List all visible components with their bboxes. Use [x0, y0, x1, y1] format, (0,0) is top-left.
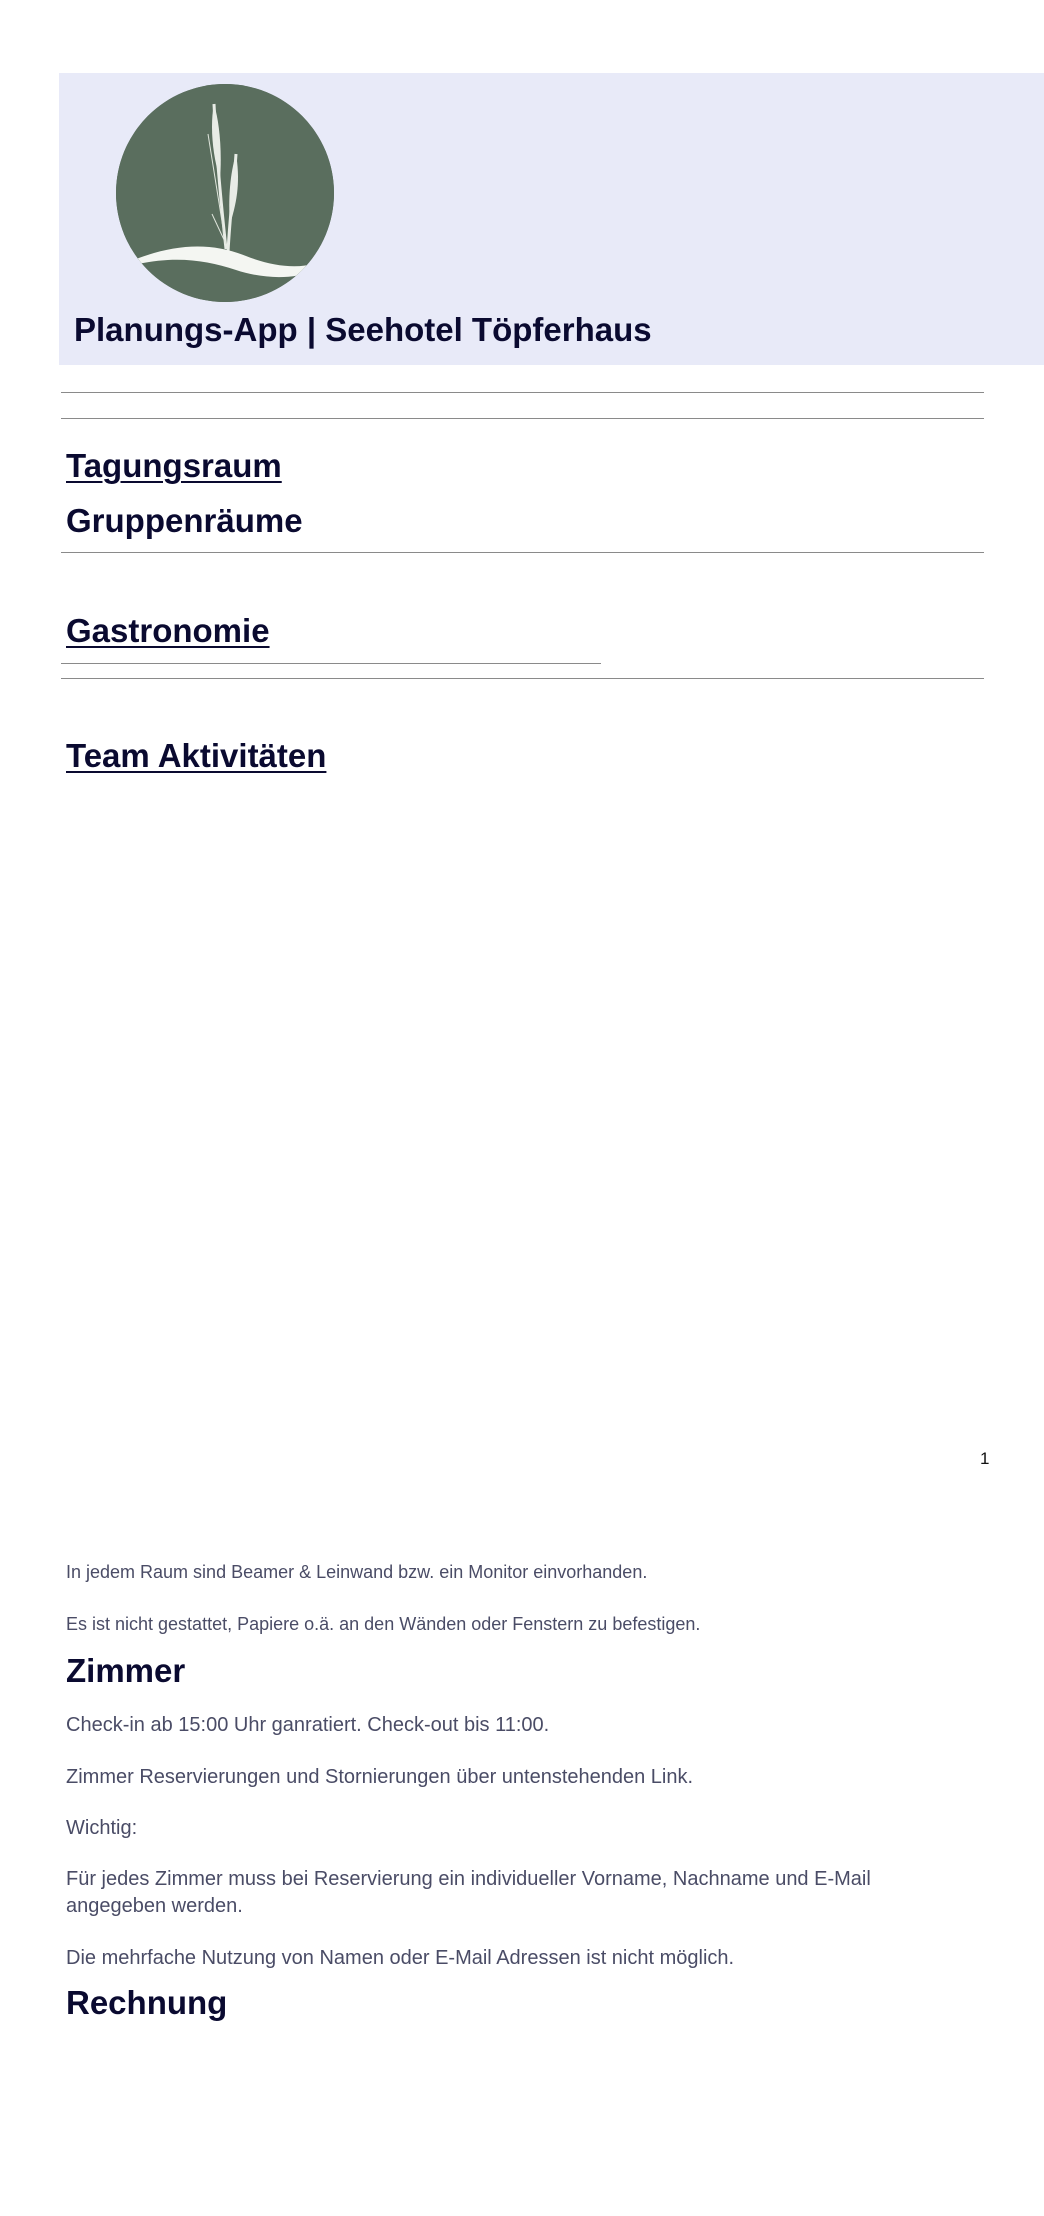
divider	[61, 663, 601, 664]
room-note: In jedem Raum sind Beamer & Leinwand bzw. ein Monitor einvorhanden.	[66, 1562, 648, 1582]
nav-link-gastronomie[interactable]: Gastronomie	[66, 612, 270, 649]
zimmer-paragraph: Wichtig:	[66, 1817, 138, 1839]
room-note: Es ist nicht gestattet, Papiere o.ä. an den Wänden oder Fenstern zu befestigen.	[66, 1614, 701, 1634]
section-heading-gruppenraeume: Gruppenräume	[66, 502, 303, 539]
nav-link-tagungsraum[interactable]: Tagungsraum	[66, 447, 282, 484]
section-heading-rechnung: Rechnung	[66, 1984, 228, 2021]
divider	[61, 392, 984, 393]
section-heading-zimmer: Zimmer	[66, 1652, 186, 1689]
page-number: 1	[980, 1449, 990, 1468]
page-title: Planungs-App | Seehotel Töpferhaus	[74, 311, 652, 348]
zimmer-paragraph: Für jedes Zimmer muss bei Reservierung ein individueller Vorname, Nachname und E-Mail angegeben werden.	[66, 1868, 871, 1917]
zimmer-paragraph: Check-in ab 15:00 Uhr ganratiert. Check-out bis 11:00.	[66, 1714, 550, 1736]
divider	[61, 552, 984, 553]
nav-link-team-aktivitaeten[interactable]: Team Aktivitäten	[66, 737, 327, 774]
reed-on-lake-logo-icon	[116, 84, 334, 302]
divider	[61, 418, 984, 419]
zimmer-paragraph: Zimmer Reservierungen und Stornierungen über untenstehenden Link.	[66, 1766, 694, 1788]
zimmer-paragraph: Die mehrfache Nutzung von Namen oder E-Mail Adressen ist nicht möglich.	[66, 1947, 735, 1969]
divider	[61, 678, 984, 679]
